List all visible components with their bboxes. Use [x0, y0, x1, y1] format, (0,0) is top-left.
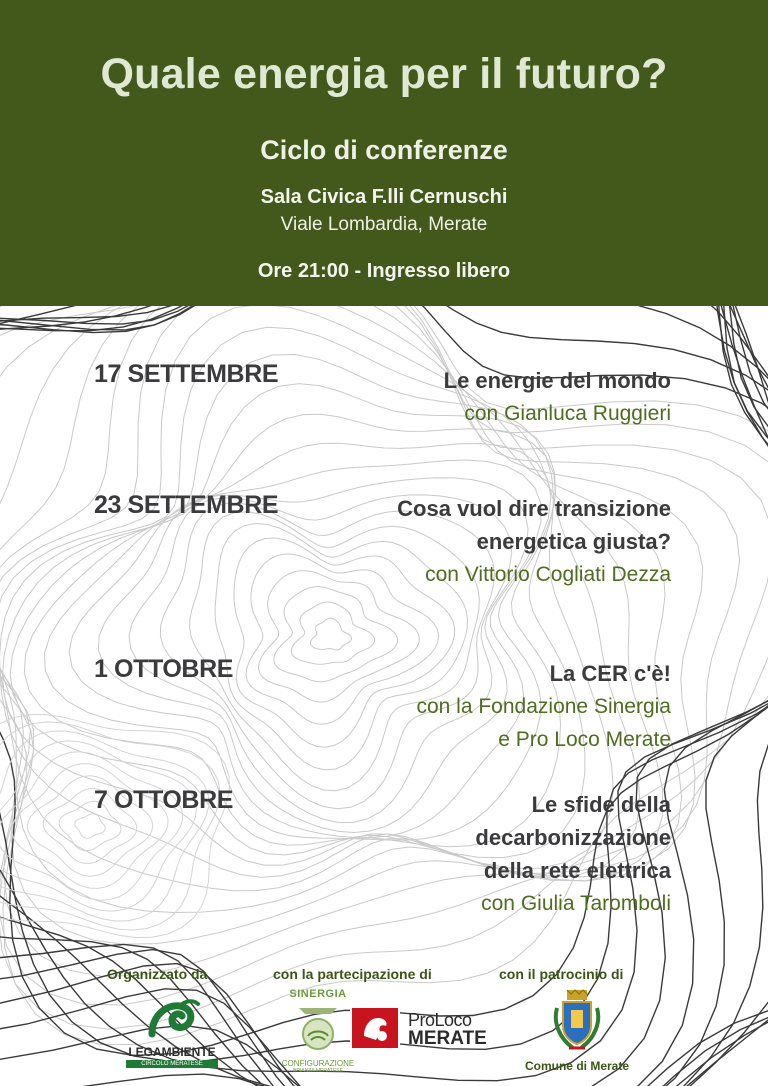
- talk-title: decarbonizzazione: [475, 825, 671, 850]
- talk-speaker: con la Fondazione Sinergia: [416, 695, 671, 718]
- sinergia-bottom: CONFIGURAZIONE: [281, 1059, 355, 1068]
- sinergia-top: SINERGIA: [289, 988, 347, 1000]
- event-talk: [416, 657, 671, 756]
- sinergia-bottom-sub: BRIANZA MERATESE: [293, 1068, 343, 1074]
- event-hours: Ore 21:00 - Ingresso libero: [257, 260, 511, 282]
- subtitle: Ciclo di conferenze: [260, 135, 508, 165]
- contour-line: [310, 618, 351, 650]
- organized-label: Organizzato da: [107, 966, 208, 982]
- event-talk: [444, 364, 671, 430]
- proloco-line2: MERATE: [408, 1028, 487, 1049]
- venue-name: Sala Civica F.lli Cernuschi: [260, 186, 508, 208]
- proloco-line1: ProLoco: [408, 1010, 472, 1030]
- talk-title: Le sfide della: [531, 792, 671, 817]
- event-talk: [397, 492, 671, 591]
- contour-line: [75, 814, 105, 838]
- contour-line: [274, 587, 398, 682]
- patronage-label: con il patrocinio di: [499, 966, 624, 982]
- event-date: 7 OTTOBRE: [94, 786, 234, 814]
- talk-title: Le energie del mondo: [443, 368, 671, 393]
- proloco-emblem-icon: [350, 1006, 400, 1050]
- comune-name: Comune di Merate: [524, 1059, 629, 1073]
- proloco-logo: [350, 1006, 487, 1050]
- talk-title: Cosa vuol dire transizione: [397, 496, 671, 521]
- talk-speaker: con Gianluca Ruggieri: [464, 402, 671, 425]
- talk-title: energetica giusta?: [476, 529, 671, 554]
- comune-logo: [512, 988, 642, 1078]
- legambiente-logo: [122, 996, 222, 1066]
- legambiente-sub: CIRCOLO MERATESE: [126, 1060, 218, 1068]
- participation-label: con la partecipazione di: [273, 966, 432, 982]
- event-date: 23 SETTEMBRE: [94, 491, 279, 519]
- page-title: Quale energia per il futuro?: [100, 50, 668, 98]
- contour-line: [259, 571, 420, 702]
- contour-line: [291, 602, 374, 664]
- event-date: 17 SETTEMBRE: [94, 360, 279, 388]
- talk-speaker: con Giulia Taromboli: [481, 892, 671, 915]
- event-talk: [475, 788, 671, 920]
- sinergia-logo: [278, 988, 358, 1080]
- swan-icon: [122, 996, 222, 1038]
- talk-title: della rete elettrica: [483, 858, 671, 883]
- coat-of-arms-icon: [547, 988, 607, 1054]
- talk-speaker: e Pro Loco Merate: [498, 728, 671, 751]
- talk-speaker: con Vittorio Cogliati Dezza: [425, 563, 671, 586]
- event-date: 1 OTTOBRE: [94, 655, 234, 683]
- legambiente-name: LEGAMBIENTE: [128, 1045, 216, 1059]
- talk-title: La CER c'è!: [549, 661, 671, 686]
- venue-address: Viale Lombardia, Merate: [280, 214, 488, 235]
- header-banner: [0, 0, 768, 306]
- sinergia-emblem-icon: [291, 1000, 345, 1054]
